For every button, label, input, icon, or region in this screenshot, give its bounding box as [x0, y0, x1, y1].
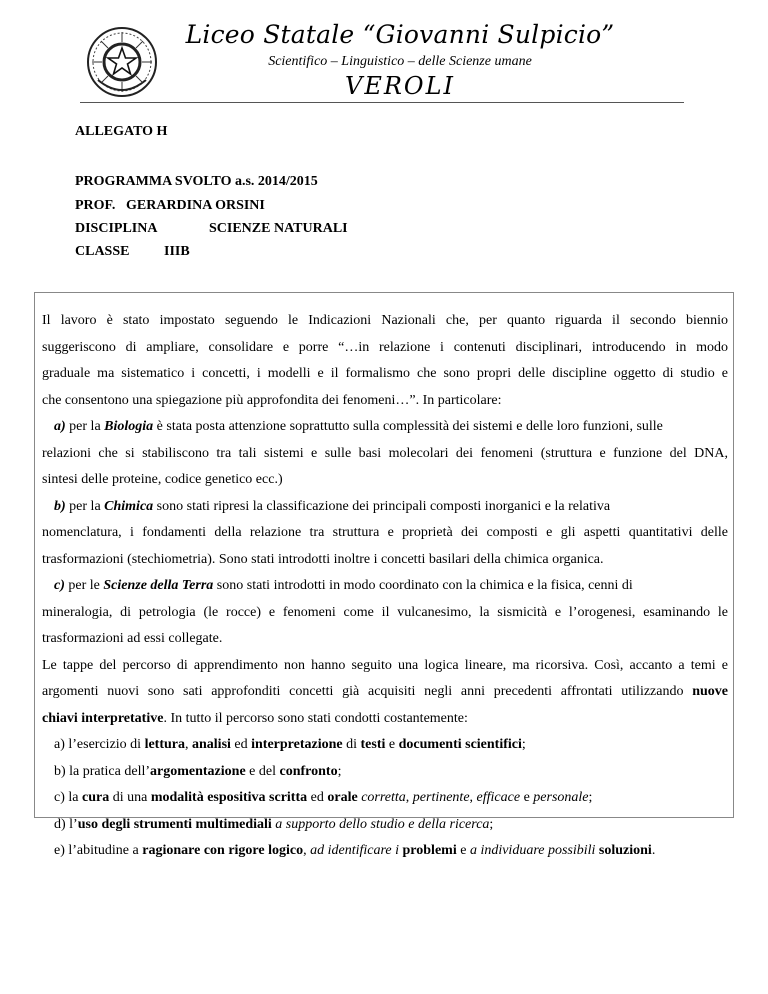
- section-marker: b): [54, 498, 66, 514]
- list-bold: analisi: [192, 737, 231, 752]
- list-bold: modalità espositiva scritta: [150, 790, 308, 805]
- list-text: e del: [245, 763, 280, 779]
- list-bold: soluzioni: [598, 843, 652, 858]
- school-city: VEROLI: [344, 72, 455, 100]
- list-italic: a individuare possibili: [469, 843, 596, 858]
- list-italic: ad identificare i: [310, 843, 400, 858]
- section-scienze-terra-line: mineralogia, di petrologia (le rocce) e fenomeni come il vulcanesimo, la sismicità e l’orogenesi, esaminando le: [42, 604, 728, 620]
- tappe-line: [42, 679, 728, 706]
- tappe-text: argomenti nuovi sono sati approfonditi concetti già acquisiti negli anni precedenti affrontati utilizzando: [42, 684, 693, 699]
- tappe-line: Le tappe del percorso di apprendimento non hanno seguito una logica lineare, ma ricorsiva. Così, accanto a temi e: [42, 657, 728, 673]
- list-bold: confronto: [279, 763, 338, 779]
- tappe-text: . In tutto il percorso sono stati condotti costantemente:: [163, 710, 468, 726]
- school-subtitle: Scientifico – Linguistico – delle Scienze umane: [268, 54, 532, 69]
- disciplina-value: SCIENZE NATURALI: [209, 221, 348, 236]
- section-text: per la: [69, 419, 105, 434]
- intro-line: graduale ma sistematico i concetti, i modelli e il formalismo che sono propri delle discipline oggetto di studio e: [42, 366, 728, 381]
- section-marker: a): [54, 419, 66, 434]
- list-bold: documenti scientifici: [398, 737, 522, 752]
- list-text: ,: [185, 737, 192, 752]
- list-text: c) la: [54, 790, 82, 805]
- header-divider: [80, 102, 684, 103]
- section-subject: Chimica: [104, 498, 154, 514]
- list-text: ;: [588, 790, 593, 805]
- section-biologia-line: relazioni che si stabiliscono tra tali sistemi e sulle basi molecolari dei fenomeni (struttura e funzione del DNA,: [42, 445, 728, 461]
- list-bold: cura: [81, 790, 110, 805]
- list-text: ;: [337, 763, 342, 779]
- list-bold: ragionare con rigore logico: [142, 843, 304, 858]
- section-subject: Biologia: [104, 419, 154, 434]
- programma-title: PROGRAMMA SVOLTO a.s. 2014/2015: [75, 174, 318, 189]
- republic-emblem-icon: [84, 24, 160, 100]
- list-item: [42, 759, 728, 786]
- section-scienze-terra: [42, 573, 728, 600]
- list-italic: corretta: [361, 790, 406, 805]
- tappe-bold: nuove: [692, 684, 728, 699]
- list-text: ,: [303, 843, 311, 858]
- list-bold: testi: [360, 737, 386, 752]
- list-text: b) la pratica dell’: [54, 763, 151, 779]
- list-item: [42, 732, 728, 759]
- list-text: e: [385, 737, 399, 752]
- school-name: Liceo Statale “Giovanni Sulpicio”: [185, 20, 615, 49]
- list-text: e: [456, 843, 470, 858]
- list-text: ed: [307, 790, 328, 805]
- section-text: è stata posta attenzione soprattutto sulla complessità dei sistemi e delle loro funzioni, sulle: [153, 419, 663, 434]
- section-text: per le: [68, 578, 104, 593]
- list-bold: lettura: [144, 737, 185, 752]
- list-text: ;: [489, 816, 494, 832]
- classe-label: CLASSE: [75, 244, 130, 259]
- section-chimica: [42, 494, 728, 521]
- list-bold: problemi: [402, 843, 457, 858]
- list-bold: orale: [327, 790, 358, 805]
- list-text: ;: [521, 737, 526, 752]
- section-scienze-terra-line: trasformazioni ad essi collegate.: [42, 631, 223, 646]
- list-text: .: [651, 843, 656, 858]
- intro-line: Il lavoro è stato impostato seguendo le Indicazioni Nazionali che, per quanto riguarda il secondo biennio: [42, 313, 728, 328]
- list-text: ,: [469, 790, 477, 805]
- list-italic: personale: [533, 790, 589, 805]
- section-chimica-line: trasformazioni (stechiometria). Sono stati introdotti inoltre i concetti basilari della chimica organica.: [42, 551, 604, 567]
- list-text: a) l’esercizio di: [54, 737, 145, 752]
- allegato-label: ALLEGATO H: [75, 124, 168, 139]
- section-biologia: [42, 414, 728, 441]
- list-italic: efficace: [476, 790, 521, 805]
- list-bold: uso degli strumenti multimediali: [77, 816, 272, 832]
- classe-value: IIIB: [164, 244, 190, 259]
- list-italic: pertinente: [412, 790, 470, 805]
- programma-box: [34, 292, 734, 858]
- list-text: ,: [405, 790, 413, 805]
- prof-name: GERARDINA ORSINI: [126, 198, 265, 213]
- list-bold: argomentazione: [150, 763, 246, 779]
- list-text: e: [520, 790, 534, 805]
- section-text: sono stati ripresi la classificazione dei principali composti inorganici e la relativa: [153, 498, 611, 514]
- section-marker: c): [54, 578, 65, 593]
- section-text: per la: [69, 498, 105, 514]
- section-biologia-line: sintesi delle proteine, codice genetico ecc.): [42, 472, 283, 487]
- list-text: ed: [230, 737, 252, 752]
- disciplina-label: DISCIPLINA: [75, 221, 158, 236]
- list-text: d) l’: [54, 816, 78, 832]
- tappe-bold: chiavi interpretative: [42, 710, 164, 726]
- list-bold: interpretazione: [251, 737, 343, 752]
- intro-line: che consentono una spiegazione più approfondita dei fenomeni…”. In particolare:: [42, 392, 502, 408]
- list-item: [42, 812, 728, 839]
- prof-label: PROF.: [75, 198, 116, 213]
- section-chimica-line: nomenclatura, i fondamenti della relazione tra struttura e proprietà dei composti e gli aspetti quantitativi delle: [42, 525, 728, 540]
- list-text: e) l’abitudine a: [54, 843, 143, 858]
- intro-line: suggeriscono di ampliare, consolidare e porre “…in relazione i contenuti disciplinari, introducendo in modo: [42, 339, 728, 355]
- list-text: di una: [109, 790, 151, 805]
- list-item: [42, 785, 728, 812]
- list-italic: a supporto dello studio e della ricerca: [275, 816, 490, 832]
- section-subject: Scienze della Terra: [103, 578, 214, 593]
- list-item: [42, 838, 728, 865]
- section-text: sono stati introdotti in modo coordinato con la chimica e la fisica, cenni di: [213, 578, 633, 593]
- tappe-line: [42, 706, 728, 733]
- list-text: di: [342, 737, 361, 752]
